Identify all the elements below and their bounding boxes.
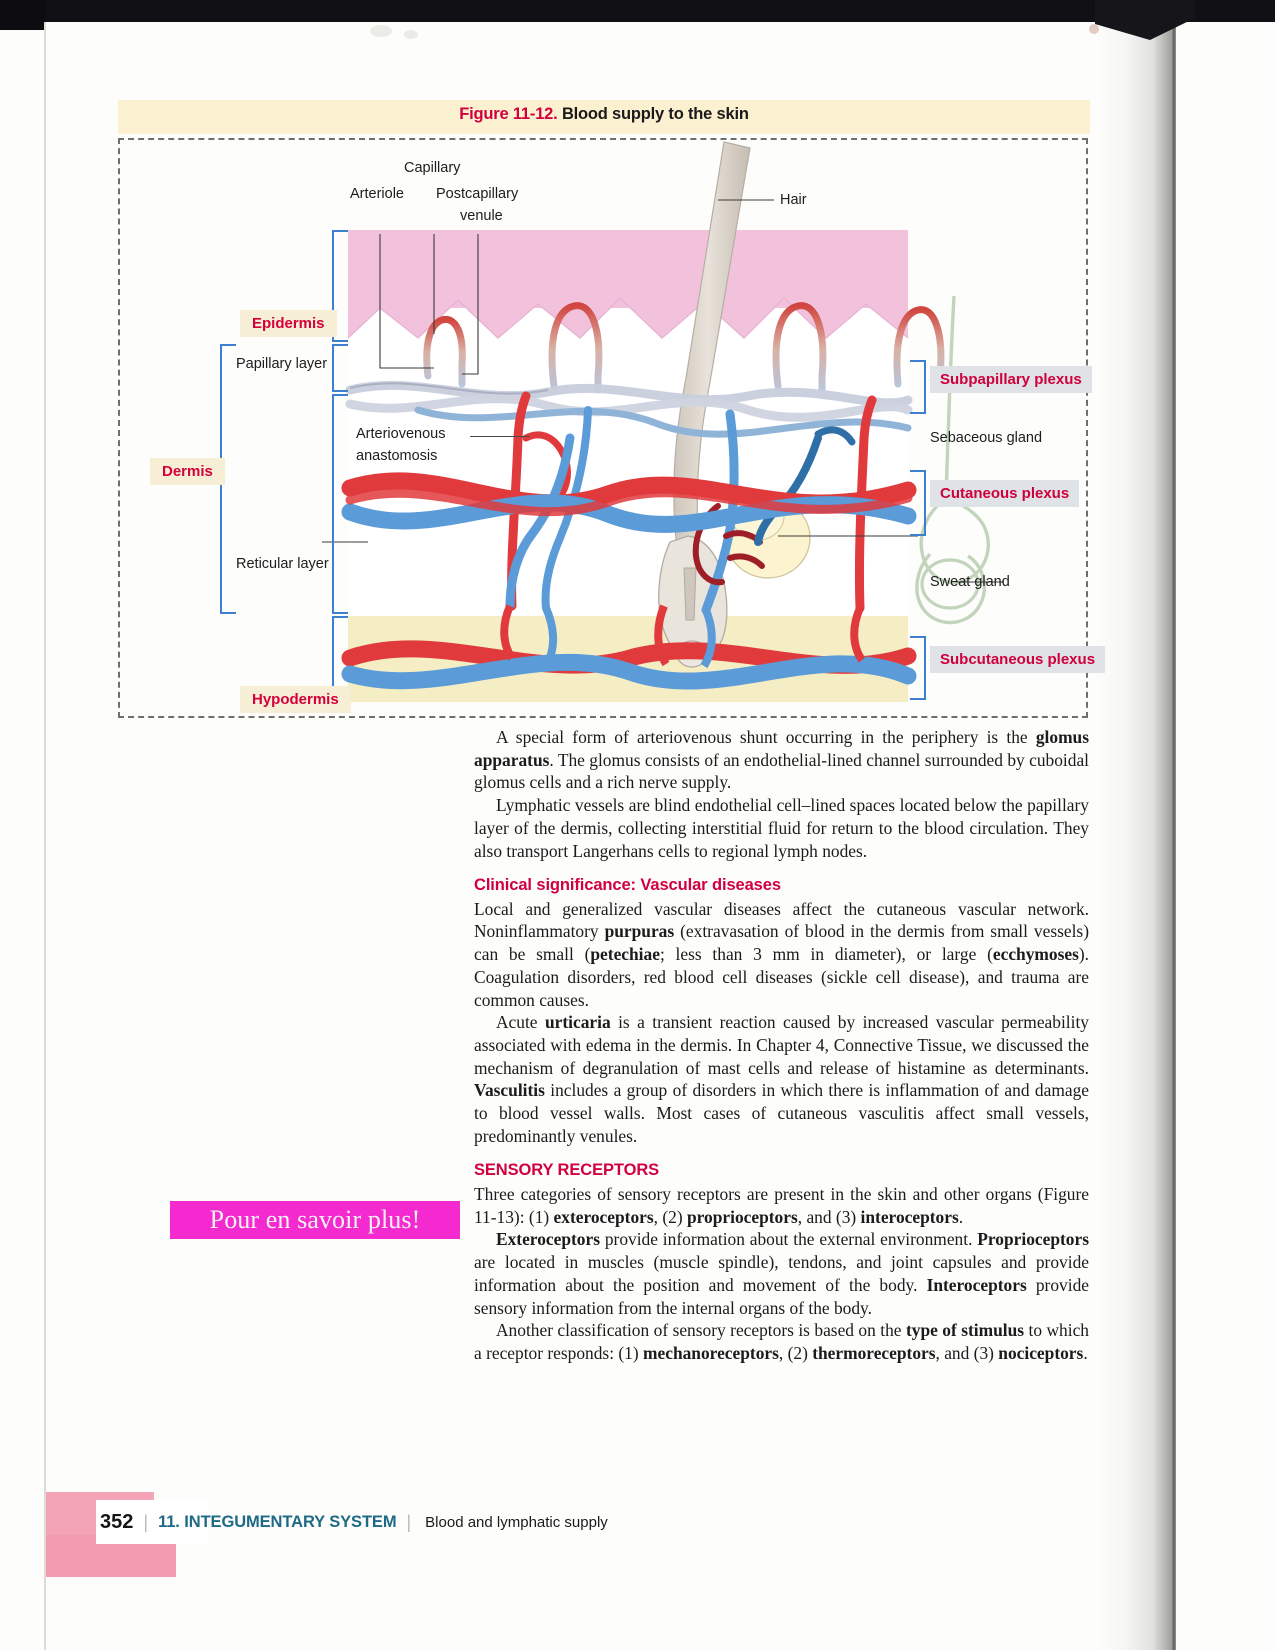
footer-separator-2: | [406, 1511, 412, 1532]
heading-clinical-significance: Clinical significance: Vascular diseases [474, 876, 781, 895]
footer-chapter-title: 11. INTEGUMENTARY SYSTEM [158, 1512, 397, 1531]
pour-en-savoir-plus-banner [170, 1201, 460, 1239]
paragraph-stimulus-type: Another classification of sensory receptors is based on the type of stimulus to which a receptor responds: (1) mechanoreceptors, (2) thermoreceptors, and (3) nociceptors. [474, 1320, 1089, 1363]
footer-separator-1: | [143, 1511, 149, 1532]
footer-page-number: 352 [100, 1510, 134, 1533]
page-left-edge [44, 22, 46, 1650]
body-text-column [474, 726, 1089, 1365]
scan-smudge [1089, 24, 1099, 34]
label-papillary-layer: Papillary layer [236, 356, 328, 372]
label-subcutaneous-plexus: Subcutaneous plexus [930, 646, 1105, 673]
paragraph-exteroceptors: Exteroceptors provide information about the external environment. Proprioceptors are located in muscles (muscle spindle), tendons, and joint capsules and provide information about the position and movement of the body. Interoceptors provide sensory information from the internal organs of the body. [474, 1229, 1089, 1318]
label-reticular-layer: Reticular layer [236, 556, 329, 572]
scan-top-left-void [0, 0, 46, 30]
scan-smudge [404, 30, 418, 39]
scan-top-void [0, 0, 1275, 22]
heading-sensory-receptors: SENSORY RECEPTORS [474, 1161, 660, 1180]
banner-text: Pour en savoir plus! [209, 1205, 421, 1234]
reticular-layer-bracket [332, 394, 348, 614]
facing-page [1176, 0, 1275, 1650]
cutaneous-plexus-bracket [910, 470, 926, 536]
label-arteriovenous-anastomosis-line2: anastomosis [356, 448, 438, 464]
paragraph-lymphatic: Lymphatic vessels are blind endothelial cell–lined spaces located below the papillary layer of the dermis, collecting interstitial fluid for return to the blood circulation. They also transport Langerhans cells to regional lymph nodes. [474, 795, 1089, 861]
page-footer [100, 1505, 800, 1539]
label-hypodermis: Hypodermis [240, 686, 351, 713]
label-sweat-gland: Sweat gland [930, 574, 1010, 590]
label-hair: Hair [780, 192, 807, 208]
label-postcapillary-venule-line1: Postcapillary [436, 186, 519, 202]
paragraph-vascular-diseases: Local and generalized vascular diseases affect the cutaneous vascular network. Noninflammatory purpuras (extravasation of blood in the dermis from small vessels) can be small (petechiae; less than 3 mm in diameter), or large (ecchymoses). Coagulation disorders, red blood cell diseases (sickle cell disease), and trauma are common causes. [474, 898, 1089, 1010]
label-capillary: Capillary [404, 160, 461, 176]
book-gutter-shadow [1095, 0, 1175, 1650]
subcutaneous-plexus-bracket [910, 636, 926, 700]
paragraph-three-categories: Three categories of sensory receptors are present in the skin and other organs (Figure 11-13): (1) exteroceptors, (2) proprioceptors, and (3) interoceptors. [474, 1184, 1089, 1227]
figure-number: Figure 11-12. [459, 105, 558, 123]
figure-illustration [118, 138, 1096, 722]
label-arteriovenous-anastomosis-line1: Arteriovenous [356, 426, 446, 442]
subpapillary-plexus-bracket [910, 360, 926, 414]
label-sebaceous-gland: Sebaceous gland [930, 430, 1043, 446]
figure-caption [118, 105, 1090, 124]
footer-topic: Blood and lymphatic supply [425, 1513, 608, 1531]
label-dermis: Dermis [150, 458, 225, 485]
label-epidermis: Epidermis [240, 310, 337, 337]
papillary-layer-bracket [332, 344, 348, 392]
label-subpapillary-plexus: Subpapillary plexus [930, 366, 1092, 393]
label-postcapillary-venule-line2: venule [460, 208, 503, 224]
figure-title: Blood supply to the skin [561, 105, 749, 123]
scan-smudge [370, 25, 392, 37]
anastomosis-leader-line [470, 436, 530, 437]
paragraph-urticaria: Acute urticaria is a transient reaction caused by increased vascular permeability associated with edema in the dermis. In Chapter 4, Connective Tissue, we discussed the mechanism of degranulation of mast cells and release of histamine as determinants. Vasculitis includes a group of disorders in which there is inflammation of and damage to blood vessel walls. Most cases of cutaneous vasculitis affect small vessels, predominantly venules. [474, 1012, 1089, 1146]
label-arteriole: Arteriole [350, 186, 404, 202]
paragraph-glomus: A special form of arteriovenous shunt occurring in the periphery is the glomus apparatus. The glomus consists of an endothelial-lined channel surrounded by cuboidal glomus cells and a rich nerve supply. [474, 727, 1089, 793]
label-cutaneous-plexus: Cutaneous plexus [930, 480, 1079, 507]
figure-11-12 [118, 100, 1096, 722]
